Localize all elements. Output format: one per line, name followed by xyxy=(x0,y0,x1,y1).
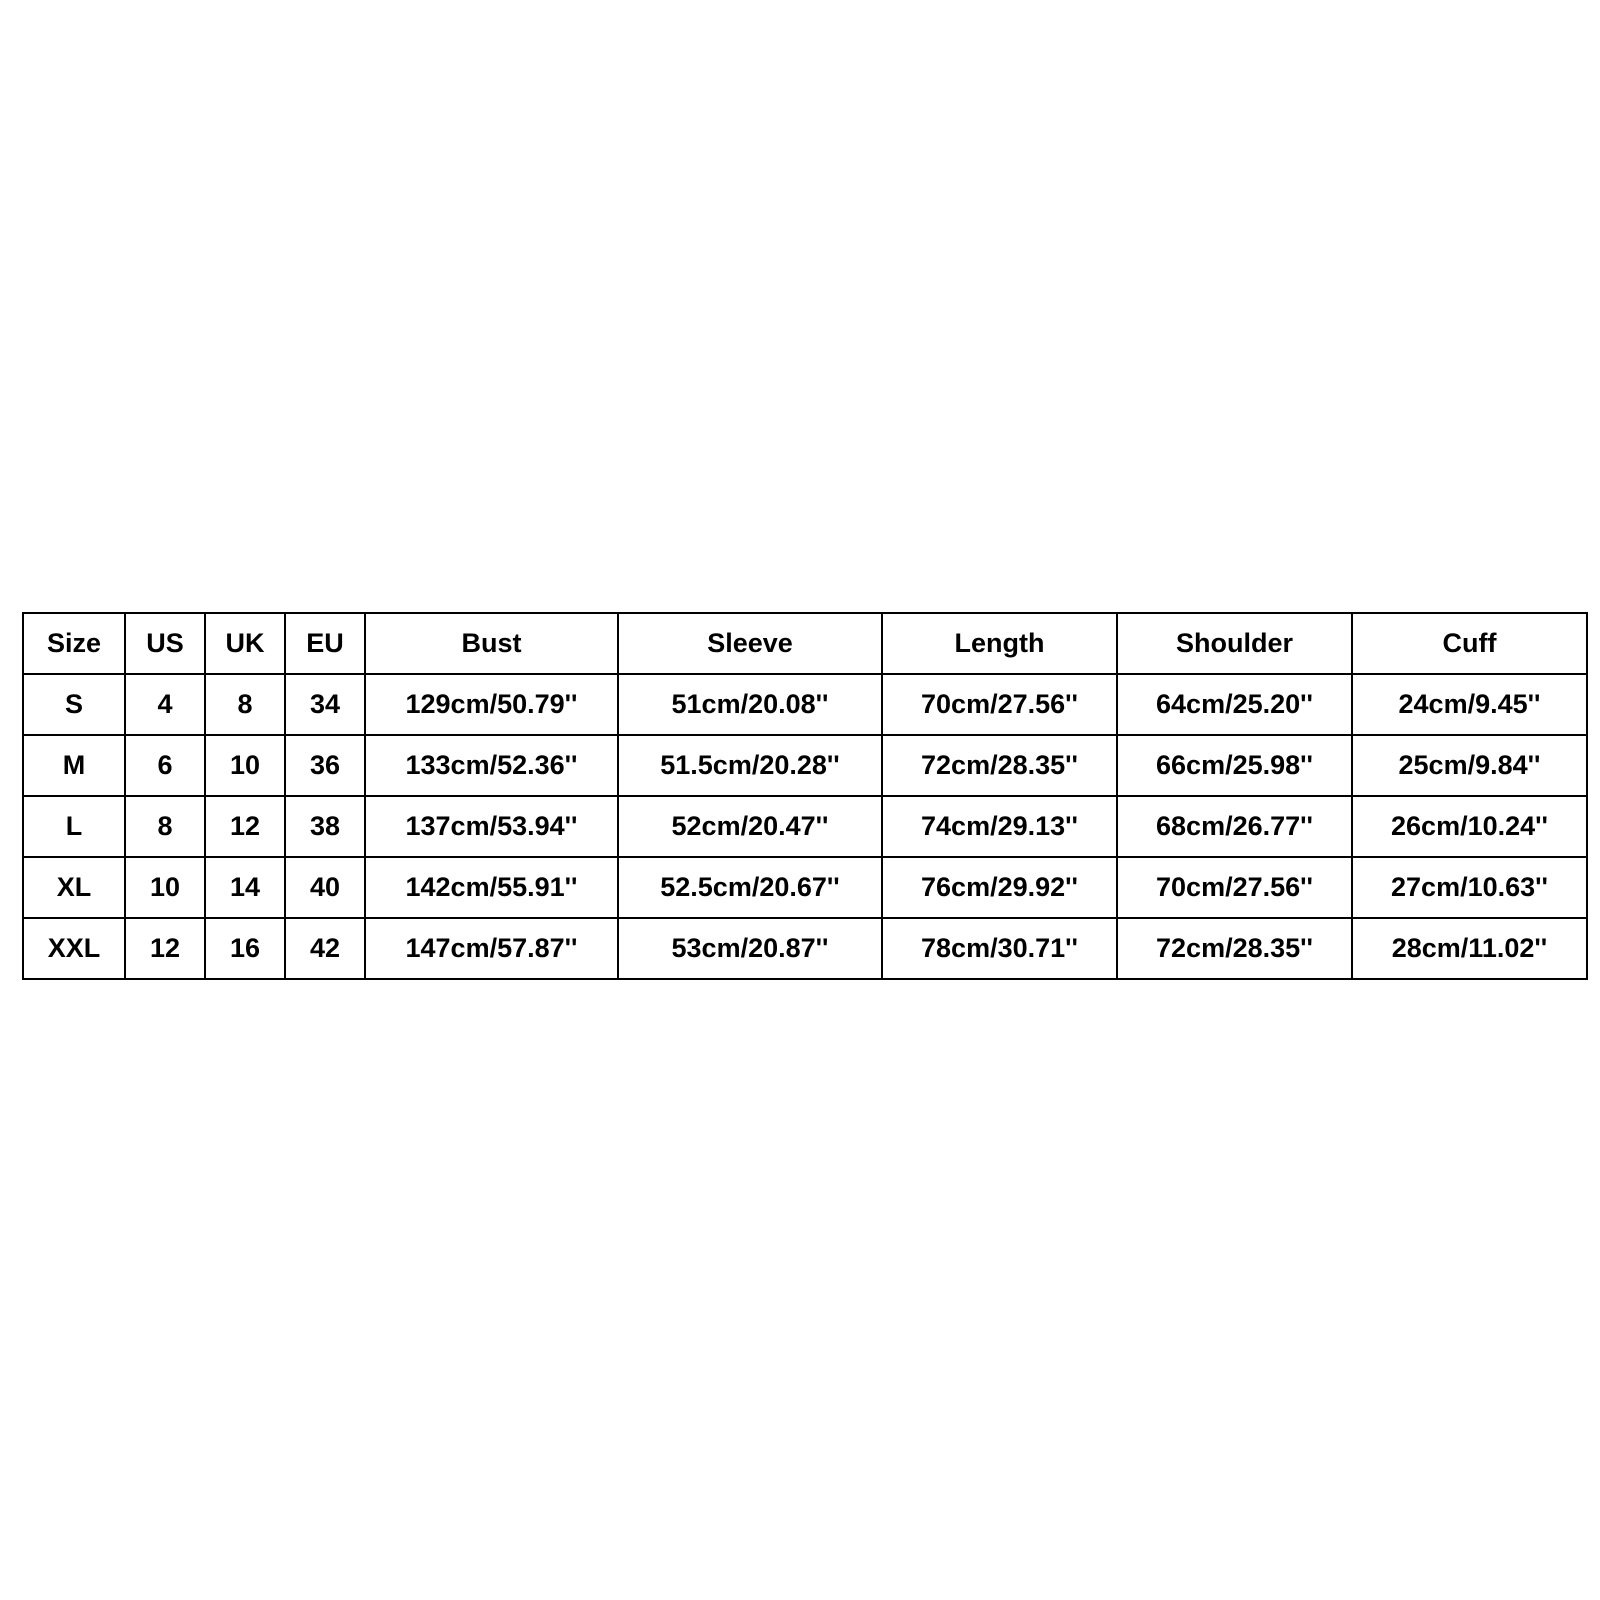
cell-us: 8 xyxy=(125,796,205,857)
cell-eu: 42 xyxy=(285,918,365,979)
header-us: US xyxy=(125,613,205,674)
cell-uk: 8 xyxy=(205,674,285,735)
cell-bust: 147cm/57.87'' xyxy=(365,918,618,979)
cell-size: XXL xyxy=(23,918,125,979)
header-eu: EU xyxy=(285,613,365,674)
cell-size: S xyxy=(23,674,125,735)
cell-cuff: 28cm/11.02'' xyxy=(1352,918,1587,979)
table-row xyxy=(23,857,1587,918)
cell-uk: 10 xyxy=(205,735,285,796)
cell-uk: 16 xyxy=(205,918,285,979)
cell-us: 12 xyxy=(125,918,205,979)
cell-shoulder: 64cm/25.20'' xyxy=(1117,674,1352,735)
cell-shoulder: 66cm/25.98'' xyxy=(1117,735,1352,796)
cell-length: 74cm/29.13'' xyxy=(882,796,1117,857)
cell-shoulder: 68cm/26.77'' xyxy=(1117,796,1352,857)
table-row xyxy=(23,735,1587,796)
cell-size: XL xyxy=(23,857,125,918)
cell-length: 72cm/28.35'' xyxy=(882,735,1117,796)
header-shoulder: Shoulder xyxy=(1117,613,1352,674)
cell-us: 6 xyxy=(125,735,205,796)
cell-us: 4 xyxy=(125,674,205,735)
cell-eu: 38 xyxy=(285,796,365,857)
cell-shoulder: 72cm/28.35'' xyxy=(1117,918,1352,979)
cell-bust: 137cm/53.94'' xyxy=(365,796,618,857)
table-body xyxy=(23,674,1587,979)
header-length: Length xyxy=(882,613,1117,674)
cell-size: L xyxy=(23,796,125,857)
cell-cuff: 26cm/10.24'' xyxy=(1352,796,1587,857)
table-row xyxy=(23,796,1587,857)
size-chart-table xyxy=(22,612,1588,980)
cell-bust: 142cm/55.91'' xyxy=(365,857,618,918)
table-row xyxy=(23,674,1587,735)
cell-shoulder: 70cm/27.56'' xyxy=(1117,857,1352,918)
table-row xyxy=(23,918,1587,979)
header-size: Size xyxy=(23,613,125,674)
cell-cuff: 27cm/10.63'' xyxy=(1352,857,1587,918)
cell-length: 70cm/27.56'' xyxy=(882,674,1117,735)
cell-us: 10 xyxy=(125,857,205,918)
cell-sleeve: 51.5cm/20.28'' xyxy=(618,735,882,796)
header-uk: UK xyxy=(205,613,285,674)
cell-eu: 34 xyxy=(285,674,365,735)
cell-size: M xyxy=(23,735,125,796)
cell-sleeve: 53cm/20.87'' xyxy=(618,918,882,979)
header-bust: Bust xyxy=(365,613,618,674)
cell-sleeve: 52cm/20.47'' xyxy=(618,796,882,857)
header-sleeve: Sleeve xyxy=(618,613,882,674)
cell-cuff: 24cm/9.45'' xyxy=(1352,674,1587,735)
cell-length: 78cm/30.71'' xyxy=(882,918,1117,979)
header-row xyxy=(23,613,1587,674)
cell-bust: 133cm/52.36'' xyxy=(365,735,618,796)
table-header xyxy=(23,613,1587,674)
cell-sleeve: 52.5cm/20.67'' xyxy=(618,857,882,918)
cell-length: 76cm/29.92'' xyxy=(882,857,1117,918)
cell-uk: 14 xyxy=(205,857,285,918)
cell-eu: 40 xyxy=(285,857,365,918)
cell-sleeve: 51cm/20.08'' xyxy=(618,674,882,735)
cell-eu: 36 xyxy=(285,735,365,796)
header-cuff: Cuff xyxy=(1352,613,1587,674)
cell-cuff: 25cm/9.84'' xyxy=(1352,735,1587,796)
cell-uk: 12 xyxy=(205,796,285,857)
cell-bust: 129cm/50.79'' xyxy=(365,674,618,735)
